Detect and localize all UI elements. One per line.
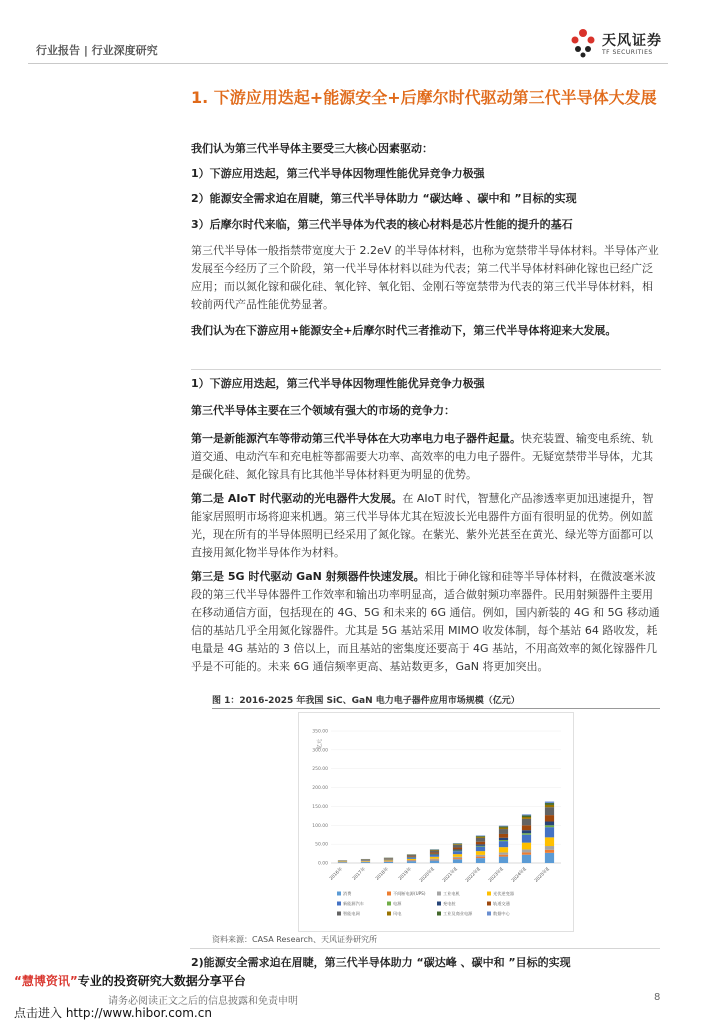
bar-segment xyxy=(338,862,347,863)
driver-3: 3）后摩尔时代来临，第三代半导体为代表的核心材料是芯片性能的提升的基石 xyxy=(191,218,573,231)
y-axis-label: 亿元 xyxy=(317,738,323,749)
bar-segment xyxy=(430,852,439,853)
field-2-paragraph xyxy=(191,490,661,562)
bar-segment xyxy=(430,855,439,857)
bar-segment xyxy=(476,844,485,846)
bar-segment xyxy=(499,838,508,840)
bar-segment xyxy=(499,826,508,827)
y-tick-label: 0.00 xyxy=(317,861,328,867)
bar-segment xyxy=(545,807,554,815)
bar-segment xyxy=(430,859,439,860)
x-tick-label: 2017年 xyxy=(352,866,367,882)
driver-1: 1）下游应用迭起，第三代半导体因物理性能优异竞争力极强 xyxy=(191,167,485,180)
footer-disclaimer: 请务必阅读正文之后的信息披露和免责申明 xyxy=(108,996,298,1007)
y-tick-label: 250.00 xyxy=(312,767,328,773)
legend-label: 工业电机 xyxy=(443,891,460,896)
bar-segment xyxy=(522,815,531,817)
field-3-body: 相比于砷化镓和硅等半导体材料，在微波毫米波段的第三代半导体器件工作效率和输出功率明显高，适合做射频功率器件。民用射频器件主要用在移动通信方面，包括现在的 4G、5G 和未来的 6G 通信。例如，国内新装的 4G 和 5G 移动通信的基站几乎全用氮化镓器件。尤其是 5G 基站采用 MIMO 收发体制，每个基站 64 路收发，耗电量是 4G 基站的 3 倍以上，而且基站的密集度还要高于 4G 基站，不用高效率的氮化镓器件几乎是不可能的。未来 6G 通信频率更高、基站数更多，GaN 将更加突出。 xyxy=(191,570,660,673)
subsection-2-title: 2)能源安全需求迫在眉睫，第三代半导体助力 “碳达峰 、碳中和 ”目标的实现 xyxy=(191,956,571,969)
header-divider xyxy=(28,63,668,64)
bar-segment xyxy=(545,815,554,821)
x-tick-label: 2022年E xyxy=(465,866,482,884)
x-tick-label: 2019年 xyxy=(398,866,413,882)
field-3-lead: 第三是 5G 时代驱动 GaN 射频器件快速发展。 xyxy=(191,570,425,583)
legend-label: 不间断电源(UPS) xyxy=(393,891,426,896)
bar-segment xyxy=(522,819,531,825)
bar-segment xyxy=(453,857,462,858)
legend-label: 智能电网 xyxy=(343,911,360,916)
bar-segment xyxy=(476,857,485,859)
bar-segment xyxy=(522,830,531,833)
bar-segment xyxy=(384,860,393,861)
bar-segment xyxy=(499,840,508,841)
report-category: 行业报告 | 行业深度研究 xyxy=(36,44,158,57)
field-3-paragraph xyxy=(191,568,661,676)
bar-segment xyxy=(476,847,485,852)
bar-segment xyxy=(545,853,554,863)
bar-segment xyxy=(545,850,554,853)
bar-segment xyxy=(545,827,554,837)
field-1-body: 快充装置、输变电系统、轨道交通、电动汽车和充电桩等都需要大功率、高效率的电力电子器件。无疑宽禁带半导体，尤其是碳化硅、氮化镓具有比其他半导体材料更为明显的优势。 xyxy=(191,432,653,481)
legend-label: 消费 xyxy=(343,891,352,896)
bar-segment xyxy=(476,837,485,838)
bar-segment xyxy=(522,835,531,843)
bar-segment xyxy=(545,803,554,805)
x-tick-label: 2018年 xyxy=(375,866,390,882)
bar-segment xyxy=(499,841,508,847)
bottom-divider xyxy=(190,948,660,949)
bar-segment xyxy=(476,846,485,847)
bar-segment xyxy=(522,814,531,815)
bar-segment xyxy=(407,858,416,859)
bar-segment xyxy=(476,836,485,837)
bar-segment xyxy=(545,802,554,804)
bar-segment xyxy=(453,858,462,859)
bar-segment xyxy=(522,849,531,852)
market-size-chart xyxy=(298,712,574,932)
watermark-slogan-text: 专业的投资研究大数据分享平台 xyxy=(77,974,246,988)
subsection-1-intro: 第三代半导体主要在三个领域有强大的市场的竞争力： xyxy=(191,404,455,417)
field-2-body: 在 AIoT 时代，智慧化产品渗透率更加迅速提升，智能家居照明市场将迎来机遇。第三代半导体尤其在短波长光电器件方面有很明显的优势。例如蓝光，现在所有的半导体照明已经采用了氮化镓。在紫光、紫外光甚至在黄光、绿光等方面都可以直接用氮化物半导体作为材料。 xyxy=(191,492,654,559)
bar-segment xyxy=(361,859,370,860)
bar-segment xyxy=(453,845,462,848)
bar-segment xyxy=(545,837,554,846)
x-tick-label: 2016年 xyxy=(329,866,344,882)
legend-label: 轨道交通 xyxy=(493,901,510,906)
logo-text-en: TF SECURITIES xyxy=(602,49,653,56)
x-tick-label: 2020年E xyxy=(419,866,436,884)
bar-segment xyxy=(545,822,554,826)
bar-segment xyxy=(407,860,416,861)
x-tick-label: 2021年E xyxy=(442,866,459,884)
y-tick-label: 200.00 xyxy=(312,786,328,792)
bar-segment xyxy=(522,833,531,835)
legend-swatch xyxy=(387,892,391,896)
bar-segment xyxy=(453,851,462,854)
watermark-slogan xyxy=(14,972,246,989)
page-number: 8 xyxy=(654,992,661,1003)
legend-swatch xyxy=(437,902,441,906)
bar-segment xyxy=(453,848,462,850)
watermark-brand: “慧博资讯” xyxy=(14,974,78,988)
x-tick-label: 2023年E xyxy=(488,866,505,884)
legend-label: 光伏逆变器 xyxy=(493,891,514,896)
bar-segment xyxy=(453,859,462,863)
bar-segment xyxy=(407,855,416,856)
bar-segment xyxy=(476,851,485,855)
bar-segment xyxy=(407,861,416,863)
bar-segment xyxy=(522,852,531,854)
legend-label: 数据中心 xyxy=(493,911,510,916)
bar-segment xyxy=(499,852,508,854)
bar-segment xyxy=(453,844,462,845)
bar-segment xyxy=(476,835,485,836)
bar-segment xyxy=(545,825,554,827)
bar-segment xyxy=(522,843,531,850)
y-tick-label: 50.00 xyxy=(315,842,328,848)
legend-label: 电源 xyxy=(393,901,402,906)
bar-segment xyxy=(453,851,462,852)
bar-segment xyxy=(545,805,554,807)
bar-segment xyxy=(384,860,393,861)
bar-segment xyxy=(499,828,508,830)
bar-segment xyxy=(407,861,416,862)
bar-segment xyxy=(453,844,462,845)
figure-source: 资料来源：CASA Research、天风证券研究所 xyxy=(212,935,377,944)
bar-segment xyxy=(430,850,439,851)
logo-text-cn: 天风证券 xyxy=(602,33,662,49)
bar-segment xyxy=(361,862,370,863)
field-2-lead: 第二是 AIoT 时代驱动的光电器件大发展。 xyxy=(191,492,403,505)
bar-segment xyxy=(430,860,439,863)
y-tick-label: 350.00 xyxy=(312,729,328,735)
figure-title-rule xyxy=(212,708,660,709)
y-tick-label: 300.00 xyxy=(312,748,328,754)
legend-swatch xyxy=(337,892,341,896)
driver-2: 2）能源安全需求迫在眉睫，第三代半导体助力 “碳达峰 、碳中和 ”目标的实现 xyxy=(191,192,577,205)
legend-label: 充电桩 xyxy=(443,901,456,906)
legend-swatch xyxy=(487,902,491,906)
figure-title: 图 1：2016-2025 年我国 SiC、GaN 电力电子器件应用市场规模（亿元） xyxy=(212,696,520,706)
bar-segment xyxy=(522,825,531,830)
legend-swatch xyxy=(487,912,491,916)
y-tick-label: 150.00 xyxy=(312,804,328,810)
tf-securities-logo xyxy=(566,24,676,64)
bar-segment xyxy=(430,854,439,855)
bar-segment xyxy=(476,842,485,845)
intro-text: 我们认为第三代半导体主要受三大核心因素驱动： xyxy=(191,142,433,155)
chart-canvas xyxy=(299,713,575,933)
legend-swatch xyxy=(437,912,441,916)
legend-label: 工业及商业电源 xyxy=(443,911,473,916)
subsection-1-title: 1）下游应用迭起，第三代半导体因物理性能优异竞争力极强 xyxy=(191,377,485,390)
bar-segment xyxy=(361,861,370,862)
bar-segment xyxy=(476,838,485,842)
legend-swatch xyxy=(487,892,491,896)
y-tick-label: 100.00 xyxy=(312,823,328,829)
watermark-link[interactable]: 点击进入 http://www.hibor.com.cn xyxy=(14,1006,212,1020)
legend-swatch xyxy=(387,912,391,916)
legend-swatch xyxy=(337,912,341,916)
bar-segment xyxy=(499,857,508,863)
legend-swatch xyxy=(337,902,341,906)
bar-segment xyxy=(545,846,554,850)
legend-swatch xyxy=(437,892,441,896)
bar-segment xyxy=(499,826,508,827)
bar-segment xyxy=(499,834,508,838)
logo-mark-icon xyxy=(566,26,600,60)
bar-segment xyxy=(453,854,462,857)
legend-label: 风电 xyxy=(393,911,402,916)
definition-paragraph: 第三代半导体一般指禁带宽度大于 2.2eV 的半导体材料，也称为宽禁带半导体材料。半导体产业发展至今经历了三个阶段，第一代半导体材料以硅为代表；第二代半导体材料砷化镓也已经广泛应用；而以氮化镓和碳化硅、氧化锌、氧化铝、金刚石等宽禁带为代表的第三代半导体材料，相较前两代产品性能优势显著。 xyxy=(191,244,659,311)
bar-segment xyxy=(430,860,439,861)
bar-segment xyxy=(430,857,439,859)
bar-segment xyxy=(522,817,531,819)
bar-segment xyxy=(453,849,462,850)
field-1-lead: 第一是新能源汽车等带动第三代半导体在大功率电力电子器件起量。 xyxy=(191,432,521,445)
bar-segment xyxy=(499,829,508,834)
bar-segment xyxy=(499,855,508,857)
bar-segment xyxy=(499,847,508,852)
bar-segment xyxy=(522,855,531,863)
bar-segment xyxy=(476,855,485,857)
bar-segment xyxy=(384,862,393,863)
bar-segment xyxy=(407,859,416,860)
field-1-paragraph xyxy=(191,430,661,484)
bar-segment xyxy=(407,856,416,857)
conclusion-text: 我们认为在下游应用+能源安全+后摩尔时代三者推动下，第三代半导体将迎来大发展。 xyxy=(191,324,617,337)
legend-swatch xyxy=(387,902,391,906)
bar-segment xyxy=(384,858,393,859)
bar-segment xyxy=(430,851,439,853)
section-title: 1. 下游应用迭起+能源安全+后摩尔时代驱动第三代半导体大发展 xyxy=(191,88,657,107)
x-tick-label: 2024年E xyxy=(511,866,528,884)
bar-segment xyxy=(476,858,485,863)
legend-label: 新能源汽车 xyxy=(343,901,364,906)
x-tick-label: 2025年E xyxy=(534,866,551,884)
section-divider xyxy=(191,369,661,370)
